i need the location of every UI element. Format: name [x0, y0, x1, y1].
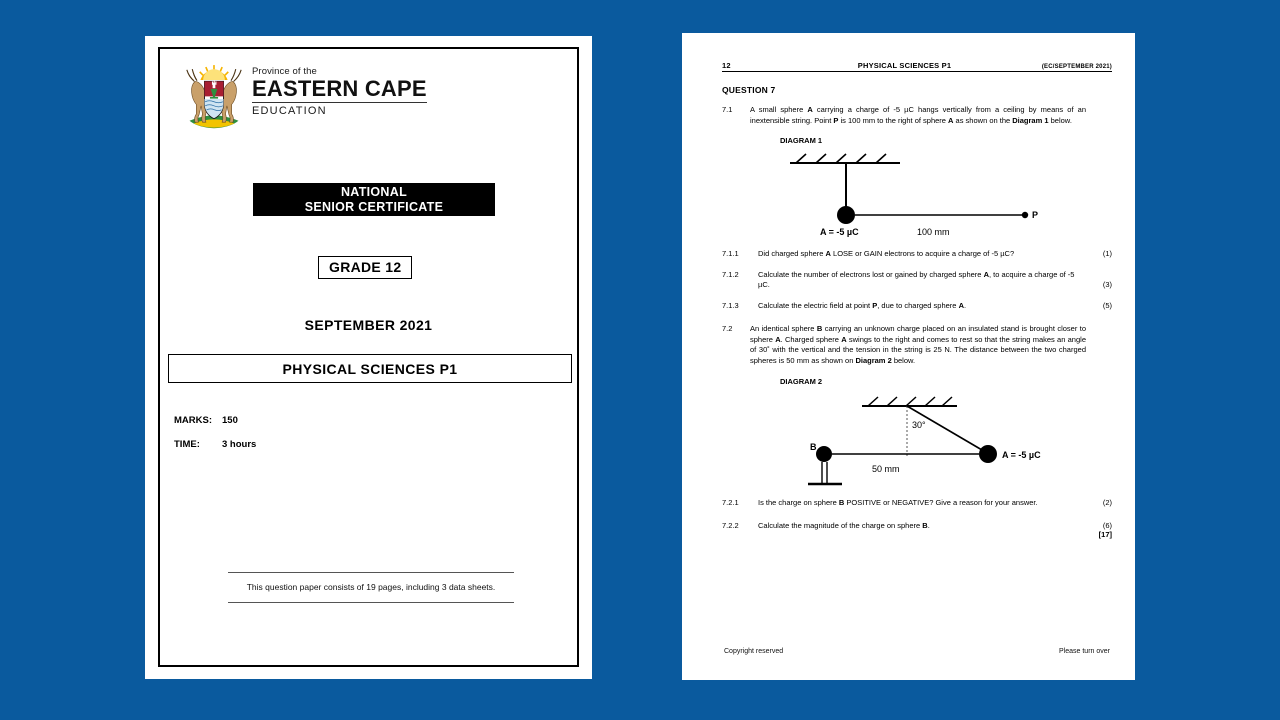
cover-page-border [158, 47, 579, 667]
diagram-2-angle-label: 30° [912, 420, 926, 430]
subject-box: PHYSICAL SCIENCES P1 [168, 354, 572, 383]
question-text: A small sphere A carrying a charge of -5 µC hangs vertically from a ceiling by means of an inextensible string. Point P is 100 mm to the right of sphere A as shown on the Diagram 1 below. [750, 105, 1087, 125]
question-text: Calculate the electric field at point P, due to charged sphere A. [758, 300, 967, 310]
question-text: Did charged sphere A LOSE or GAIN electrons to acquire a charge of -5 µC? [758, 249, 1015, 258]
page-footer [724, 648, 1110, 655]
marks-row [174, 415, 238, 426]
grade-box: GRADE 12 [318, 256, 412, 279]
exam-period: SEPTEMBER 2021 [304, 317, 433, 333]
question-number: 7.2 [722, 324, 733, 333]
question-item-7-2 [722, 324, 1112, 366]
turn-over-note: Please turn over [1059, 648, 1110, 655]
question-number: 7.2.1 [722, 498, 739, 507]
cover-page [145, 36, 592, 679]
question-marks: (2) [1102, 498, 1112, 507]
running-header [722, 61, 1112, 72]
diagram-1-block [722, 136, 1112, 239]
marks-value: 150 [222, 415, 238, 426]
question-number: 7.1.3 [722, 300, 739, 310]
logo-wordmark [252, 61, 427, 118]
page-count-note: This question paper consists of 19 pages, including 3 data sheets. [228, 572, 514, 603]
diagram-2-figure [752, 388, 1082, 490]
diagram-1-label: DIAGRAM 1 [780, 136, 823, 145]
question-item-7-1-2 [722, 270, 1112, 291]
question-marks: (5) [1102, 300, 1112, 310]
question-page [682, 33, 1135, 680]
certificate-line-1: NATIONAL [340, 184, 408, 199]
question-marks: (1) [1102, 249, 1112, 258]
diagram-1-distance-label: 100 mm [917, 227, 950, 237]
question-item-7-1 [722, 105, 1112, 126]
time-label: TIME: [174, 439, 200, 450]
question-number: 7.1.1 [722, 249, 739, 258]
logo-province-prefix: Province of the [252, 66, 317, 77]
department-logo [180, 61, 427, 133]
question-number: 7.1 [722, 105, 733, 114]
question-total-marks: [17] [1098, 530, 1112, 539]
question-marks: (6) [1102, 520, 1112, 530]
certificate-banner [253, 183, 495, 216]
copyright-note: Copyright reserved [724, 648, 784, 655]
diagram-1-figure [752, 147, 1082, 239]
diagram-2-sphere-a-label: A = -5 µC [1002, 450, 1041, 460]
question-text: Calculate the magnitude of the charge on sphere B. [758, 520, 930, 530]
question-text: Calculate the number of electrons lost or gained by charged sphere A, to acquire a charge of -5 µC. [758, 269, 1075, 289]
question-item-7-1-3 [722, 301, 1112, 312]
diagram-2-sphere-b-label: B [810, 442, 817, 452]
certificate-line-2: SENIOR CERTIFICATE [304, 199, 444, 214]
header-session: (EC/SEPTEMBER 2021) [1041, 64, 1112, 70]
diagram-2-distance-label: 50 mm [872, 464, 900, 474]
question-text: An identical sphere B carrying an unknown charge placed on an insulated stand is brought closer to sphere A. Charged sphere A swings to the right and comes to rest so that the string makes an angle of 30˚ with the vertical and the tension in the string is 25 N. The distance between the two charged spheres is 50 mm as shown on Diagram 2 below. [750, 324, 1086, 365]
marks-label: MARKS: [174, 415, 212, 426]
question-text: Is the charge on sphere B POSITIVE or NEGATIVE? Give a reason for your answer. [758, 498, 1038, 507]
page-number: 12 [722, 61, 731, 70]
question-item-7-2-2 [722, 521, 1112, 532]
diagram-1-sphere-label: A = -5 µC [820, 227, 859, 237]
diagram-1-point-label: P [1032, 210, 1039, 220]
question-number: 7.1.2 [722, 269, 739, 279]
time-value: 3 hours [222, 439, 257, 450]
question-item-7-1-1 [722, 249, 1112, 260]
question-marks [1086, 105, 1112, 126]
question-marks [1086, 324, 1112, 366]
question-title: QUESTION 7 [722, 85, 776, 95]
header-title: PHYSICAL SCIENCES P1 [857, 61, 952, 70]
question-marks: (3) [1102, 280, 1112, 289]
time-row [174, 439, 256, 450]
diagram-2-block [722, 377, 1112, 490]
logo-department: EDUCATION [252, 105, 327, 117]
question-item-7-2-1 [722, 498, 1112, 509]
eastern-cape-coat-of-arms-icon [180, 61, 248, 133]
question-number: 7.2.2 [722, 520, 739, 530]
logo-province-name: EASTERN CAPE [252, 76, 427, 101]
diagram-2-label: DIAGRAM 2 [780, 377, 823, 386]
